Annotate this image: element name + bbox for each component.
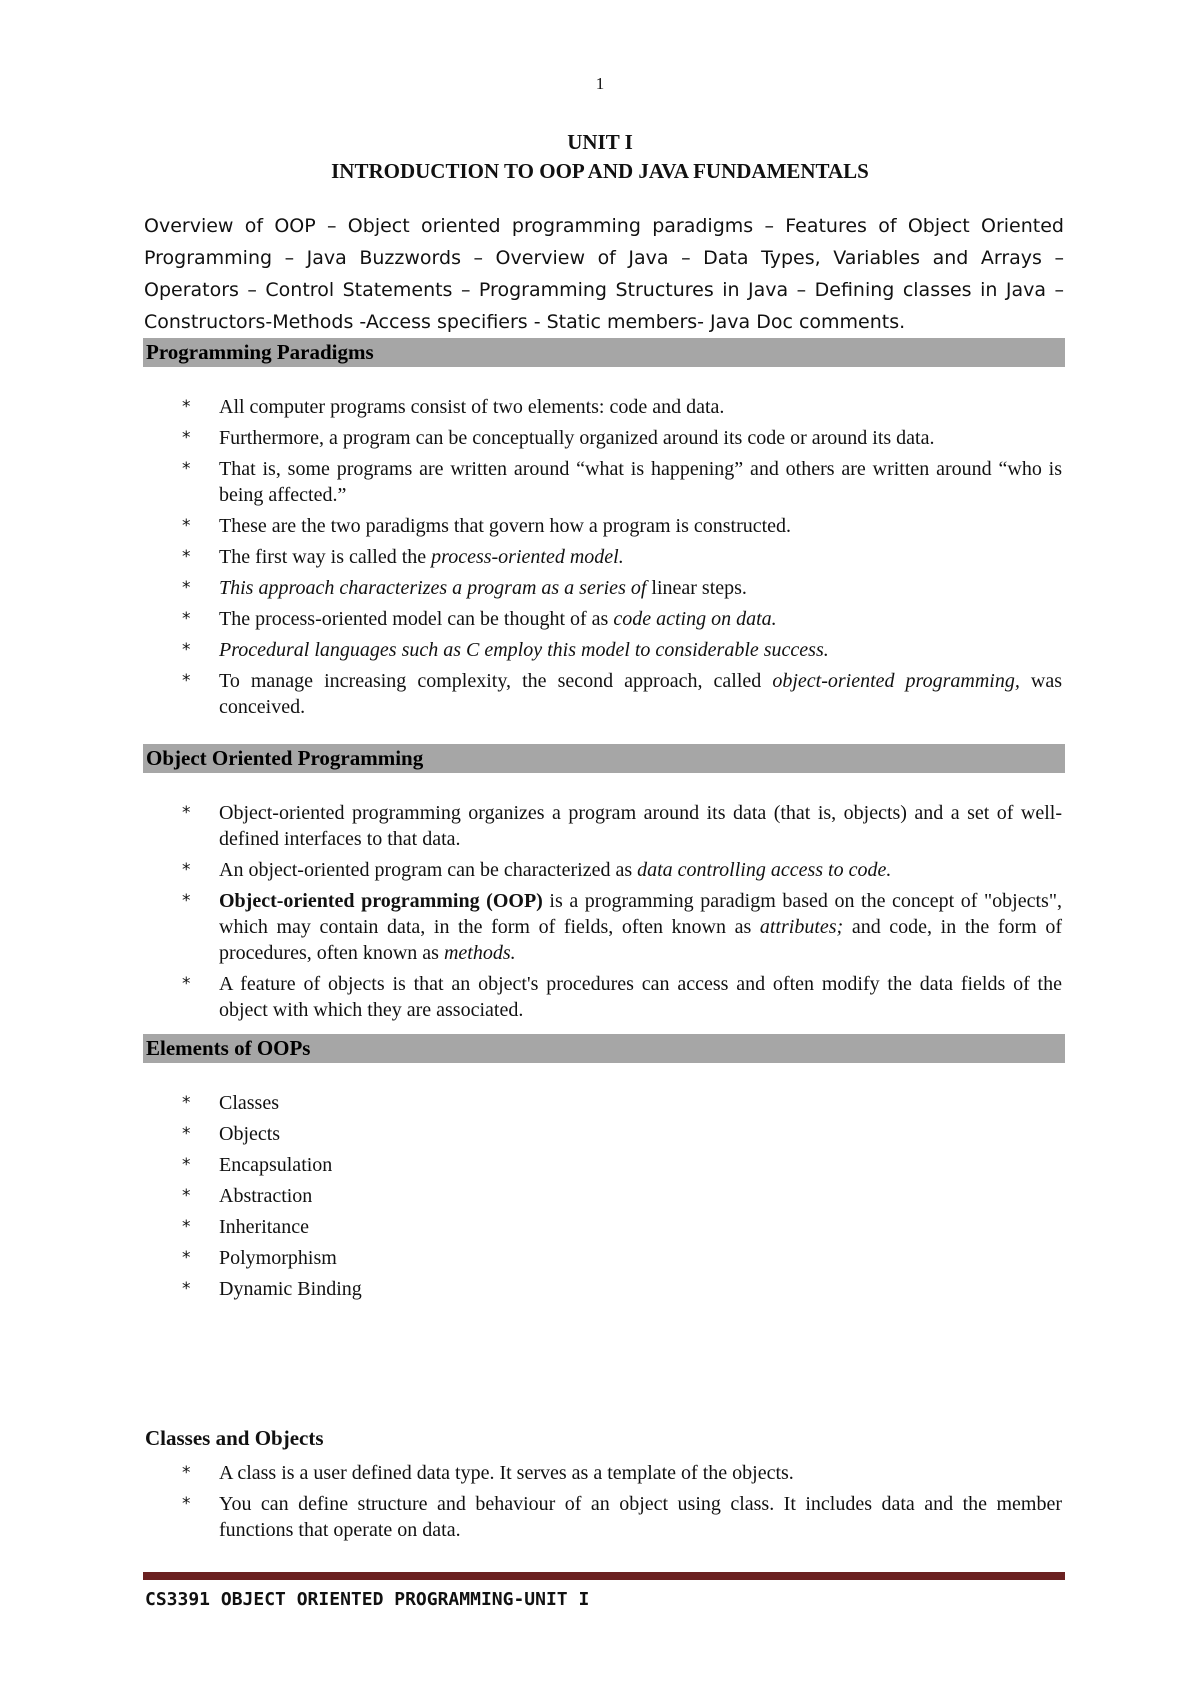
list-item: * Procedural languages such as C employ this model to considerable success. [182, 639, 829, 661]
list-item: * The first way is called the process-oriented model. [182, 546, 624, 568]
asterisk-bullet-icon: * [182, 1186, 191, 1206]
list-item: * Objects [182, 1123, 281, 1145]
classes-and-objects-list [176, 1460, 1062, 1548]
asterisk-bullet-icon: * [182, 974, 191, 994]
asterisk-bullet-icon: * [182, 891, 191, 911]
list-item: * Abstraction [182, 1185, 313, 1207]
unit-title [0, 128, 1200, 186]
unit-heading: INTRODUCTION TO OOP AND JAVA FUNDAMENTALS [331, 159, 869, 183]
list-item: * Furthermore, a program can be conceptually organized around its code or around its data. [182, 427, 935, 449]
list-item: * Dynamic Binding [182, 1278, 362, 1300]
asterisk-bullet-icon: * [182, 1248, 191, 1268]
asterisk-bullet-icon: * [182, 547, 191, 567]
list-item: * All computer programs consist of two elements: code and data. [182, 396, 725, 418]
list-item: * Object-oriented programming (OOP) is a programming paradigm based on the concept of "objects", which may contain data, in the form of fields, often known as attributes; and code, in the form of procedures, often known as methods. [182, 890, 1062, 964]
asterisk-bullet-icon: * [182, 609, 191, 629]
section-heading-elements-of-oops: Elements of OOPs [143, 1034, 1065, 1063]
asterisk-bullet-icon: * [182, 578, 191, 598]
asterisk-bullet-icon: * [182, 397, 191, 417]
list-item: * Inheritance [182, 1216, 309, 1238]
asterisk-bullet-icon: * [182, 1217, 191, 1237]
list-item: * Object-oriented programming organizes a program around its data (that is, objects) and a set of well-defined interfaces to that data. [182, 802, 1062, 850]
list-item: * These are the two paradigms that govern how a program is constructed. [182, 515, 792, 537]
asterisk-bullet-icon: * [182, 1279, 191, 1299]
list-item: * This approach characterizes a program as a series of linear steps. [182, 577, 747, 599]
footer-rule [143, 1572, 1065, 1580]
asterisk-bullet-icon: * [182, 803, 191, 823]
syllabus-overview: Overview of OOP – Object oriented programming paradigms – Features of Object Oriented Programming – Java Buzzwords – Overview of Java – Data Types, Variables and Arrays – Operators – Control Statements – Programming Structures in Java – Defining classes in Java – Constructors-Methods -Access specifiers - Static members- Java Doc comments. [144, 215, 1064, 333]
asterisk-bullet-icon: * [182, 1463, 191, 1483]
asterisk-bullet-icon: * [182, 1494, 191, 1514]
asterisk-bullet-icon: * [182, 1124, 191, 1144]
asterisk-bullet-icon: * [182, 1093, 191, 1113]
section-heading-classes-and-objects: Classes and Objects [145, 1426, 324, 1450]
section-heading-programming-paradigms: Programming Paradigms [143, 338, 1065, 367]
oop-list [176, 800, 1062, 1028]
asterisk-bullet-icon: * [182, 516, 191, 536]
asterisk-bullet-icon: * [182, 860, 191, 880]
list-item: * Encapsulation [182, 1154, 333, 1176]
asterisk-bullet-icon: * [182, 428, 191, 448]
list-item: * To manage increasing complexity, the second approach, called object-oriented programming, was conceived. [182, 670, 1062, 718]
list-item: * A feature of objects is that an object's procedures can access and often modify the data fields of the object with which they are associated. [182, 973, 1062, 1021]
asterisk-bullet-icon: * [182, 640, 191, 660]
footer-course-title: CS3391 OBJECT ORIENTED PROGRAMMING-UNIT I [145, 1589, 590, 1610]
elements-of-oops-list [176, 1090, 1062, 1307]
section-heading-object-oriented-programming: Object Oriented Programming [143, 744, 1065, 773]
asterisk-bullet-icon: * [182, 1155, 191, 1175]
list-item: * Classes [182, 1092, 279, 1114]
list-item: * Polymorphism [182, 1247, 337, 1269]
list-item: * That is, some programs are written around “what is happening” and others are written around “who is being affected.” [182, 458, 1062, 506]
programming-paradigms-list [176, 394, 1062, 725]
page-number: 1 [595, 74, 605, 93]
list-item: * You can define structure and behaviour of an object using class. It includes data and the member functions that operate on data. [182, 1493, 1062, 1541]
asterisk-bullet-icon: * [182, 459, 191, 479]
list-item: * An object-oriented program can be characterized as data controlling access to code. [182, 859, 892, 881]
asterisk-bullet-icon: * [182, 671, 191, 691]
list-item: * The process-oriented model can be thought of as code acting on data. [182, 608, 777, 630]
unit-number: UNIT I [567, 130, 633, 154]
list-item: * A class is a user defined data type. It serves as a template of the objects. [182, 1462, 794, 1484]
